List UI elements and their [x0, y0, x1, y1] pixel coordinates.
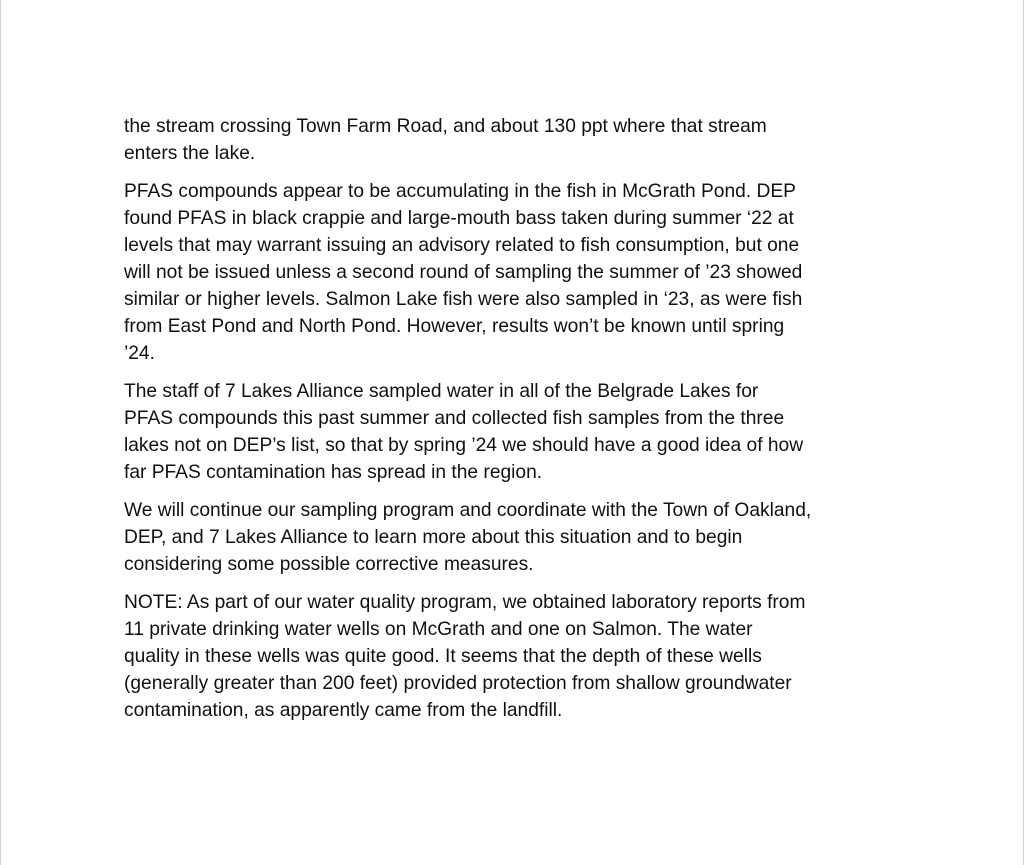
document-body	[124, 113, 924, 735]
paragraph-note-wells: NOTE: As part of our water quality program, we obtained laboratory reports from 11 private drinking water wells on McGrath and one on Salmon. The water quality in these wells was quite good. It seems that the depth of these wells (generally greater than 200 feet) provided protection from shallow groundwater contamination, as apparently came from the landfill.	[124, 592, 806, 721]
paragraph-lakes-alliance-sampling: The staff of 7 Lakes Alliance sampled water in all of the Belgrade Lakes for PFAS compounds this past summer and collected fish samples from the three lakes not on DEP’s list, so that by spring ’24 we should have a good idea of how far PFAS contamination has spread in the region.	[124, 381, 804, 483]
paragraph-continue-sampling: We will continue our sampling program and coordinate with the Town of Oakland, DEP, and 7 Lakes Alliance to learn more about this situation and to begin considering some possible corrective measures.	[124, 500, 812, 575]
paragraph-stream-crossing: the stream crossing Town Farm Road, and about 130 ppt where that stream enters the lake.	[124, 116, 767, 164]
paragraph-fish-accumulation: PFAS compounds appear to be accumulating in the fish in McGrath Pond. DEP found PFAS in black crappie and large-mouth bass taken during summer ‘22 at levels that may warrant issuing an advisory related to fish consumption, but one will not be issued unless a second round of sampling the summer of ’23 showed similar or higher levels. Salmon Lake fish were also sampled in ‘23, as were fish from East Pond and North Pond. However, results won’t be known until spring ’24.	[124, 181, 803, 364]
